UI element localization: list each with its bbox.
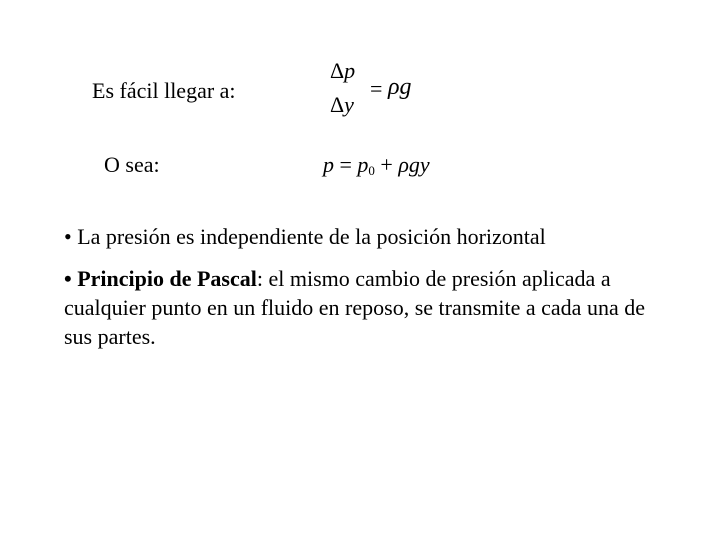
numerator-variable: p xyxy=(344,58,356,83)
formula-rhs: ρgy xyxy=(398,152,430,177)
result-label: O sea: xyxy=(104,152,160,177)
formula-equals: = xyxy=(334,152,358,177)
fraction-numerator xyxy=(330,58,355,84)
fraction-denominator xyxy=(330,92,354,118)
formula-plus: + xyxy=(374,152,399,177)
equals-sign: = xyxy=(370,76,383,101)
rho-g-term: ρg xyxy=(388,74,412,100)
formula-p0-var: p xyxy=(357,152,369,177)
formula-p0-subscript: 0 xyxy=(368,163,375,178)
formula-lhs: p xyxy=(323,152,334,177)
pressure-formula xyxy=(323,152,430,179)
bullet-horizontal-independence: • La presión es independiente de la posición horizontal xyxy=(64,224,546,249)
delta-symbol: Δ xyxy=(330,58,345,83)
delta-fraction xyxy=(330,58,370,124)
pascal-principle-title: • Principio de Pascal xyxy=(64,266,257,291)
denominator-variable: y xyxy=(344,92,354,117)
pascal-principle-text: : el mismo cambio de presión aplicada a cualquier punto en un fluido en reposo, se transmite a cada una de sus partes. xyxy=(64,266,645,349)
bullet-pascal-principle xyxy=(64,264,664,351)
delta-symbol: Δ xyxy=(330,92,345,117)
intro-label: Es fácil llegar a: xyxy=(92,78,236,103)
